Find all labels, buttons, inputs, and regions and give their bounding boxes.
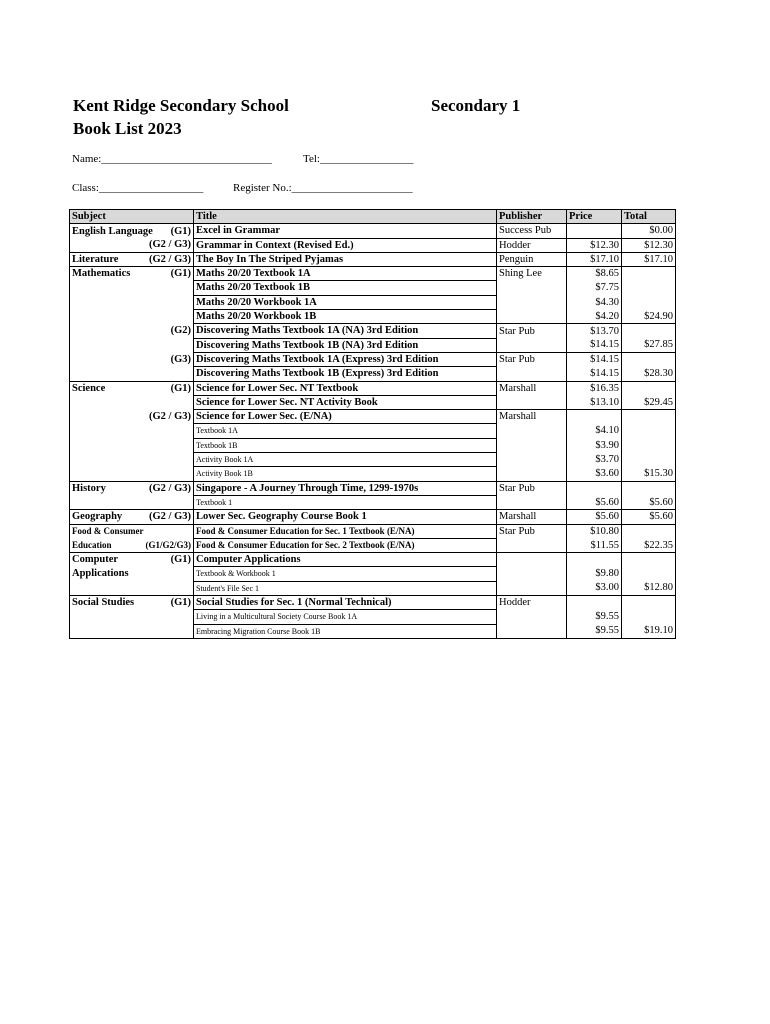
- table-row: [70, 338, 676, 352]
- total-cell: $0.00: [622, 224, 676, 238]
- table-row: [70, 252, 676, 266]
- table-row: [70, 438, 676, 452]
- publisher-cell: Marshall: [497, 381, 567, 395]
- publisher-cell: [497, 310, 567, 324]
- subject-cell: [70, 281, 194, 295]
- subject-name: Literature: [72, 253, 119, 265]
- subject-group: (G1): [170, 597, 191, 609]
- total-cell: [622, 567, 676, 581]
- publisher-cell: Penguin: [497, 252, 567, 266]
- title-cell: Student's File Sec 1: [194, 581, 497, 595]
- total-cell: [622, 481, 676, 495]
- subject-group: (G1/G2/G3): [145, 539, 191, 550]
- price-cell: [567, 224, 622, 238]
- publisher-cell: Hodder: [497, 596, 567, 610]
- total-cell: [622, 610, 676, 624]
- publisher-cell: [497, 438, 567, 452]
- title-cell: Food & Consumer Education for Sec. 1 Textbook (E/NA): [194, 524, 497, 538]
- publisher-cell: [497, 453, 567, 467]
- price-cell: [567, 553, 622, 567]
- title-cell: Singapore - A Journey Through Time, 1299-1970s: [194, 481, 497, 495]
- publisher-cell: [497, 338, 567, 352]
- subject-cell: [70, 395, 194, 409]
- table-row: [70, 267, 676, 281]
- table-row: [70, 481, 676, 495]
- subject-cell: [70, 367, 194, 381]
- publisher-cell: Star Pub: [497, 352, 567, 366]
- tel-field: Tel:_________________: [303, 153, 414, 165]
- title-cell: Activity Book 1B: [194, 467, 497, 481]
- title-cell: Lower Sec. Geography Course Book 1: [194, 510, 497, 524]
- title-cell: Living in a Multicultural Society Course Book 1A: [194, 610, 497, 624]
- publisher-cell: Star Pub: [497, 524, 567, 538]
- publisher-cell: [497, 567, 567, 581]
- table-row: [70, 567, 676, 581]
- subject-name: English Language: [72, 225, 153, 237]
- subject-group: (G3): [170, 353, 191, 365]
- total-cell: $29.45: [622, 395, 676, 409]
- publisher-cell: [497, 581, 567, 595]
- subject-group: (G1): [170, 225, 191, 237]
- publisher-cell: [497, 467, 567, 481]
- title-cell: Discovering Maths Textbook 1A (Express) 3rd Edition: [194, 352, 497, 366]
- table-row: [70, 310, 676, 324]
- title-cell: Computer Applications: [194, 553, 497, 567]
- subject-cell: [70, 596, 194, 610]
- title-cell: Maths 20/20 Textbook 1B: [194, 281, 497, 295]
- book-list-body: [70, 210, 676, 639]
- total-cell: $12.30: [622, 238, 676, 252]
- school-name: Kent Ridge Secondary School: [73, 96, 289, 115]
- table-row: [70, 453, 676, 467]
- subject-cell: [70, 424, 194, 438]
- total-cell: $5.60: [622, 495, 676, 509]
- total-cell: [622, 352, 676, 366]
- price-cell: $16.35: [567, 381, 622, 395]
- publisher-cell: Success Pub: [497, 224, 567, 238]
- price-cell: $4.20: [567, 310, 622, 324]
- publisher-cell: [497, 610, 567, 624]
- publisher-cell: Shing Lee: [497, 267, 567, 281]
- table-row: [70, 524, 676, 538]
- price-cell: $14.15: [567, 352, 622, 366]
- header-title: Title: [194, 210, 497, 224]
- table-row: [70, 367, 676, 381]
- header-subject: Subject: [70, 210, 194, 224]
- subject-cell: [70, 352, 194, 366]
- subject-name: Science: [72, 382, 106, 394]
- table-row: [70, 581, 676, 595]
- subject-cell: [70, 295, 194, 309]
- total-cell: [622, 524, 676, 538]
- price-cell: $4.10: [567, 424, 622, 438]
- price-cell: [567, 481, 622, 495]
- title-cell: Maths 20/20 Workbook 1B: [194, 310, 497, 324]
- subject-group: (G1): [170, 382, 191, 394]
- subject-cell: [70, 381, 194, 395]
- subject-group: (G1): [170, 268, 191, 280]
- subject-cell: [70, 224, 194, 238]
- subject-name: Geography: [72, 511, 123, 523]
- title-cell: Discovering Maths Textbook 1A (NA) 3rd Edition: [194, 324, 497, 338]
- title-cell: Textbook 1B: [194, 438, 497, 452]
- table-row: [70, 295, 676, 309]
- publisher-cell: [497, 281, 567, 295]
- total-cell: [622, 438, 676, 452]
- price-cell: $3.70: [567, 453, 622, 467]
- subject-cell: [70, 238, 194, 252]
- title-cell: Textbook 1: [194, 495, 497, 509]
- total-cell: [622, 381, 676, 395]
- price-cell: $13.70: [567, 324, 622, 338]
- publisher-cell: Marshall: [497, 410, 567, 424]
- total-cell: $15.30: [622, 467, 676, 481]
- price-cell: $13.10: [567, 395, 622, 409]
- subject-cell: [70, 324, 194, 338]
- subject-cell: [70, 467, 194, 481]
- publisher-cell: [497, 424, 567, 438]
- subject-cell: [70, 553, 194, 567]
- price-cell: $9.80: [567, 567, 622, 581]
- subject-cell: [70, 624, 194, 638]
- class-field: Class:___________________: [72, 182, 204, 194]
- title-cell: Science for Lower Sec. NT Textbook: [194, 381, 497, 395]
- price-cell: $8.65: [567, 267, 622, 281]
- total-cell: [622, 295, 676, 309]
- subject-name: Social Studies: [72, 597, 135, 609]
- subject-cell: [70, 267, 194, 281]
- subject-cell: [70, 410, 194, 424]
- table-row: [70, 467, 676, 481]
- table-row: [70, 538, 676, 552]
- subject-cell: [70, 538, 194, 552]
- subject-name: Food & Consumer: [72, 525, 144, 536]
- subject-name: Education: [72, 539, 112, 550]
- title-cell: Maths 20/20 Workbook 1A: [194, 295, 497, 309]
- total-cell: $24.90: [622, 310, 676, 324]
- price-cell: $9.55: [567, 624, 622, 638]
- price-cell: [567, 410, 622, 424]
- level-label: Secondary 1: [431, 96, 521, 115]
- title-cell: Textbook 1A: [194, 424, 497, 438]
- total-cell: [622, 596, 676, 610]
- subject-name: History: [72, 482, 106, 494]
- table-row: [70, 410, 676, 424]
- price-cell: $3.60: [567, 467, 622, 481]
- price-cell: $14.15: [567, 367, 622, 381]
- subject-cell: [70, 581, 194, 595]
- table-row: [70, 238, 676, 252]
- publisher-cell: Star Pub: [497, 324, 567, 338]
- table-row: [70, 624, 676, 638]
- publisher-cell: Hodder: [497, 238, 567, 252]
- title-cell: Science for Lower Sec. (E/NA): [194, 410, 497, 424]
- table-row: [70, 424, 676, 438]
- title-cell: Excel in Grammar: [194, 224, 497, 238]
- subject-group: (G2 / G3): [149, 411, 191, 423]
- price-cell: $11.55: [567, 538, 622, 552]
- publisher-cell: [497, 395, 567, 409]
- title-cell: Discovering Maths Textbook 1B (NA) 3rd Edition: [194, 338, 497, 352]
- title-cell: Embracing Migration Course Book 1B: [194, 624, 497, 638]
- total-cell: [622, 553, 676, 567]
- title-cell: Social Studies for Sec. 1 (Normal Technical): [194, 596, 497, 610]
- register-field: Register No.:______________________: [233, 182, 413, 194]
- total-cell: $22.35: [622, 538, 676, 552]
- title-cell: Science for Lower Sec. NT Activity Book: [194, 395, 497, 409]
- subject-cell: [70, 453, 194, 467]
- subject-group: (G1): [170, 554, 191, 566]
- subject-cell: [70, 610, 194, 624]
- subject-cell: [70, 310, 194, 324]
- publisher-cell: Star Pub: [497, 481, 567, 495]
- table-row: [70, 224, 676, 238]
- price-cell: [567, 596, 622, 610]
- table-row: [70, 352, 676, 366]
- subject-cell: [70, 524, 194, 538]
- price-cell: $10.80: [567, 524, 622, 538]
- publisher-cell: [497, 624, 567, 638]
- price-cell: $5.60: [567, 495, 622, 509]
- publisher-cell: Marshall: [497, 510, 567, 524]
- title-cell: The Boy In The Striped Pyjamas: [194, 252, 497, 266]
- publisher-cell: [497, 295, 567, 309]
- subject-cell: [70, 438, 194, 452]
- book-list-table: [69, 209, 676, 639]
- total-cell: $12.80: [622, 581, 676, 595]
- table-header-row: [70, 210, 676, 224]
- table-row: [70, 596, 676, 610]
- total-cell: [622, 424, 676, 438]
- title-cell: Grammar in Context (Revised Ed.): [194, 238, 497, 252]
- subject-group: (G2 / G3): [149, 511, 191, 523]
- title-cell: Textbook & Workbook 1: [194, 567, 497, 581]
- total-cell: [622, 267, 676, 281]
- total-cell: [622, 410, 676, 424]
- price-cell: $5.60: [567, 510, 622, 524]
- header-price: Price: [567, 210, 622, 224]
- name-field: Name:_______________________________: [72, 153, 272, 165]
- subject-group: (G2 / G3): [149, 239, 191, 251]
- price-cell: $17.10: [567, 252, 622, 266]
- price-cell: $7.75: [567, 281, 622, 295]
- publisher-cell: [497, 367, 567, 381]
- price-cell: $4.30: [567, 295, 622, 309]
- subject-cell: [70, 567, 194, 581]
- header-publisher: Publisher: [497, 210, 567, 224]
- subject-cell: [70, 338, 194, 352]
- subject-cell: [70, 510, 194, 524]
- total-cell: $27.85: [622, 338, 676, 352]
- table-row: [70, 495, 676, 509]
- price-cell: $9.55: [567, 610, 622, 624]
- subject-name: Computer: [72, 554, 119, 566]
- publisher-cell: [497, 553, 567, 567]
- publisher-cell: [497, 538, 567, 552]
- total-cell: [622, 324, 676, 338]
- total-cell: $28.30: [622, 367, 676, 381]
- total-cell: $5.60: [622, 510, 676, 524]
- table-row: [70, 553, 676, 567]
- price-cell: $12.30: [567, 238, 622, 252]
- book-list-title: Book List 2023: [73, 119, 182, 138]
- title-cell: Maths 20/20 Textbook 1A: [194, 267, 497, 281]
- total-cell: [622, 453, 676, 467]
- table-row: [70, 381, 676, 395]
- subject-group: (G2 / G3): [149, 482, 191, 494]
- title-cell: Activity Book 1A: [194, 453, 497, 467]
- price-cell: $14.15: [567, 338, 622, 352]
- table-row: [70, 281, 676, 295]
- subject-group: (G2): [170, 325, 191, 337]
- subject-cell: [70, 252, 194, 266]
- header-total: Total: [622, 210, 676, 224]
- price-cell: $3.90: [567, 438, 622, 452]
- price-cell: $3.00: [567, 581, 622, 595]
- publisher-cell: [497, 495, 567, 509]
- subject-name: Mathematics: [72, 268, 131, 280]
- title-cell: Food & Consumer Education for Sec. 2 Textbook (E/NA): [194, 538, 497, 552]
- table-row: [70, 510, 676, 524]
- total-cell: $17.10: [622, 252, 676, 266]
- subject-name: Applications: [72, 568, 129, 580]
- subject-group: (G2 / G3): [149, 253, 191, 265]
- total-cell: [622, 281, 676, 295]
- table-row: [70, 324, 676, 338]
- total-cell: $19.10: [622, 624, 676, 638]
- subject-cell: [70, 495, 194, 509]
- table-row: [70, 610, 676, 624]
- table-row: [70, 395, 676, 409]
- title-cell: Discovering Maths Textbook 1B (Express) 3rd Edition: [194, 367, 497, 381]
- subject-cell: [70, 481, 194, 495]
